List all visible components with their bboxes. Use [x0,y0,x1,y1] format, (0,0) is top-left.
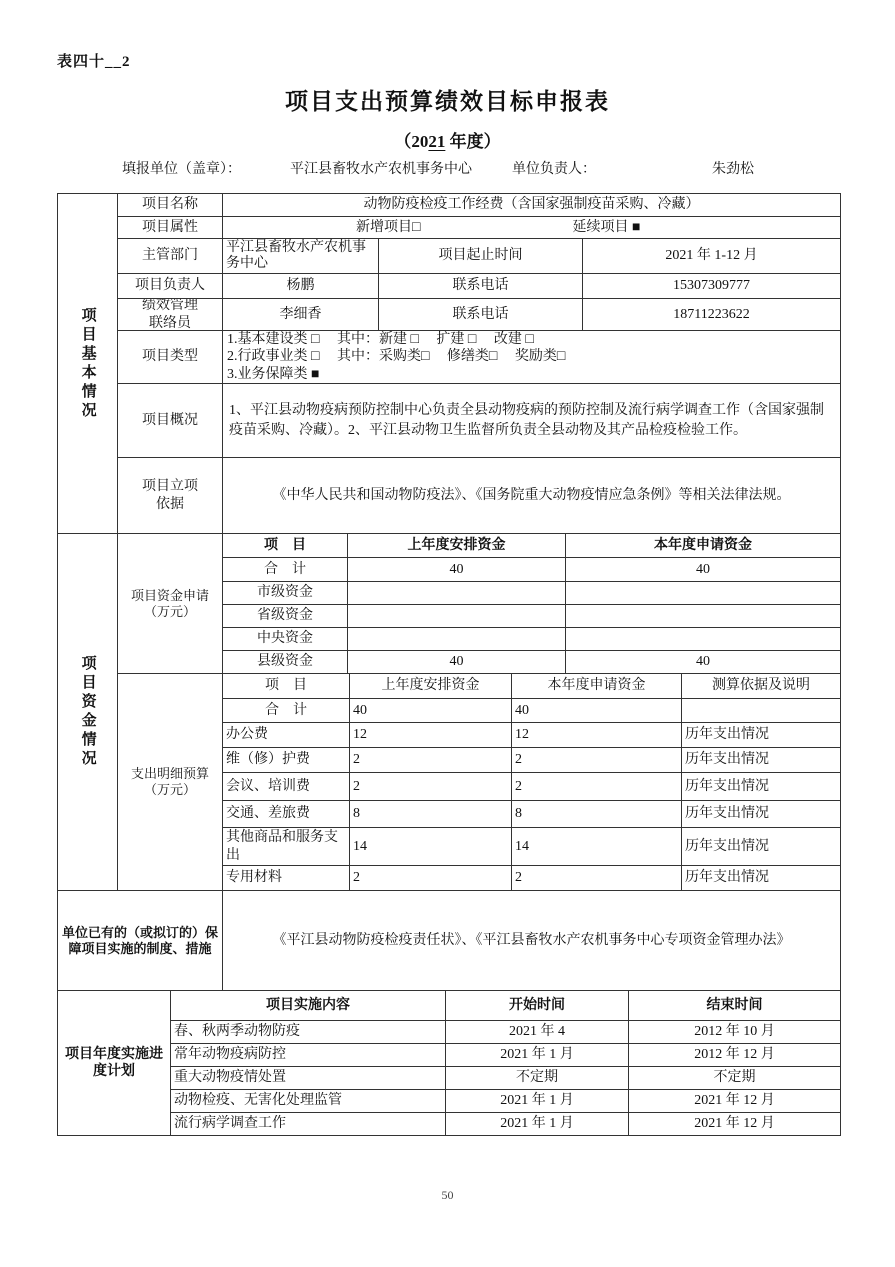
table-cell: 常年动物疫病防控 [171,1044,446,1067]
field-label: 项目负责人 [118,274,223,299]
field-value: 李细香 [223,299,379,331]
table-cell: 重大动物疫情处置 [171,1067,446,1090]
section-basic-label: 项目基本情况 [58,194,118,534]
table-cell: 春、秋两季动物防疫 [171,1021,446,1044]
table-cell: 历年支出情况 [682,866,841,891]
section-measures [58,891,841,991]
liaison-label: 绩效管理 联络员 [142,299,198,331]
table-row [118,274,841,299]
table-cell: 会议、培训费 [223,773,350,801]
field-value: 1、平江县动物疫病预防控制中心负责全县动物疫病的预防控制及流行病学调查工作（含国家强制疫苗采购、冷藏）。2、平江县动物卫生监督所负责全县动物及其产品检疫检验工作。 [223,384,841,458]
table-row [223,651,841,674]
table-row [223,828,841,866]
table-cell: 14 [350,828,512,866]
column-header: 上年度安排资金 [348,534,566,558]
table-row [118,239,841,274]
field-label: 项目起止时间 [379,239,583,274]
type-line-3: 3.业务保障类 ■ [227,366,320,382]
table-cell: 办公费 [223,723,350,748]
table-row [171,1044,841,1067]
table-row [223,628,841,651]
head-label: 单位负责人： [512,162,596,177]
attr-option-continue: 延续项目 ■ [572,219,641,235]
table-row [223,748,841,773]
table-cell: 12 [350,723,512,748]
table-cell: 2012 年 10 月 [629,1021,841,1044]
table-cell [348,628,566,651]
table-cell: 市级资金 [223,582,348,605]
table-cell [348,605,566,628]
funds-detail-block [118,674,841,891]
table-cell: 历年支出情况 [682,773,841,801]
table-cell: 中央资金 [223,628,348,651]
table-cell: 2021 年 4 [446,1021,629,1044]
table-cell: 流行病学调查工作 [171,1113,446,1136]
type-line-2: 2.行政事业类 □ 其中：采购类□ 修缮类□ 奖励类□ [227,349,566,365]
table-cell: 不定期 [629,1067,841,1090]
year-value: 21 [428,132,446,151]
table-cell [348,582,566,605]
table-row [118,194,841,217]
table-row [171,1067,841,1090]
attr-options [223,217,841,239]
table-header-row [171,991,841,1021]
table-cell: 40 [348,558,566,582]
table-cell [566,582,841,605]
column-header: 上年度安排资金 [350,674,512,699]
table-row [171,1113,841,1136]
table-cell: 2 [350,773,512,801]
table-cell: 2 [512,748,682,773]
table-cell: 2021 年 1 月 [446,1090,629,1113]
section-funds [58,534,841,891]
funds-apply-block [118,534,841,674]
table-row [223,699,841,723]
field-label: 联系电话 [379,274,583,299]
table-row [118,458,841,534]
table-cell: 2 [350,866,512,891]
column-header: 本年度申请资金 [566,534,841,558]
table-cell: 8 [350,801,512,828]
field-value: 动物防疫检疫工作经费（含国家强制疫苗采购、冷藏） [223,194,841,217]
table-row [223,723,841,748]
field-label: 项目概况 [118,384,223,458]
table-cell: 动物检疫、无害化处理监管 [171,1090,446,1113]
table-row [118,217,841,239]
table-header-row [223,674,841,699]
table-row [118,299,841,331]
field-label: 项目名称 [118,194,223,217]
unit-label: 填报单位（盖章）： [122,162,241,177]
year-prefix: （20 [394,132,429,151]
schedule-label: 项目年度实施进度计划 [58,991,171,1136]
column-header: 项目实施内容 [171,991,446,1021]
table-cell [566,628,841,651]
section-basic-info [58,194,841,534]
column-header: 测算依据及说明 [682,674,841,699]
table-cell: 合 计 [223,558,348,582]
unit-value: 平江县畜牧水产农机事务中心 [290,162,472,177]
table-cell: 40 [566,651,841,674]
section-funds-label: 项目资金情况 [58,534,118,891]
table-header-row [223,534,841,558]
table-cell: 12 [512,723,682,748]
table-cell: 合 计 [223,699,350,723]
basis-label: 项目立项 依据 [142,479,198,512]
field-value: 15307309777 [583,274,841,299]
table-cell: 维（修）护费 [223,748,350,773]
column-header: 结束时间 [629,991,841,1021]
table-cell: 8 [512,801,682,828]
table-cell: 历年支出情况 [682,828,841,866]
table-row [223,582,841,605]
table-cell: 14 [512,828,682,866]
column-header: 项 目 [223,534,348,558]
table-cell: 2021 年 12 月 [629,1113,841,1136]
year-suffix: 年度） [445,132,501,151]
page-title: 项目支出预算绩效目标申报表 [285,89,610,114]
table-cell: 历年支出情况 [682,723,841,748]
table-cell: 40 [566,558,841,582]
table-cell: 2021 年 1 月 [446,1044,629,1067]
field-value: 18711223622 [583,299,841,331]
table-cell: 2021 年 1 月 [446,1113,629,1136]
table-cell [566,605,841,628]
funds-apply-label: 项目资金申请（万元） [118,534,223,674]
type-line-1: 1.基本建设类 □ 其中：新建 □ 扩建 □ 改建 □ [227,331,534,347]
table-cell: 交通、差旅费 [223,801,350,828]
head-value: 朱劲松 [712,162,754,177]
table-row [223,801,841,828]
table-cell: 40 [348,651,566,674]
table-cell: 2021 年 12 月 [629,1090,841,1113]
field-label: 项目属性 [118,217,223,239]
attr-option-new: 新增项目□ [356,219,421,235]
column-header: 开始时间 [446,991,629,1021]
table-cell: 历年支出情况 [682,748,841,773]
table-cell: 2 [350,748,512,773]
table-cell: 县级资金 [223,651,348,674]
column-header: 项 目 [223,674,350,699]
section-schedule [58,991,841,1136]
table-cell: 40 [350,699,512,723]
measures-label: 单位已有的（或拟订的）保障项目实施的制度、措施 [58,891,223,991]
table-row [223,866,841,891]
funds-detail-label: 支出明细预算（万元） [118,674,223,891]
field-value: 《中华人民共和国动物防疫法》、《国务院重大动物疫情应急条例》等相关法律法规。 [223,458,841,534]
project-type-options [223,331,841,384]
form-code: 表四十__2 [57,54,131,70]
table-cell: 专用材料 [223,866,350,891]
page-number: 50 [441,1188,454,1202]
field-label: 主管部门 [118,239,223,274]
table-cell: 其他商品和服务支出 [223,828,350,866]
table-cell: 2 [512,866,682,891]
table-cell: 省级资金 [223,605,348,628]
table-cell [682,699,841,723]
table-row [171,1090,841,1113]
table-row [118,384,841,458]
form-table [57,193,841,1136]
table-cell: 不定期 [446,1067,629,1090]
table-row [223,605,841,628]
field-label: 项目类型 [118,331,223,384]
field-label: 联系电话 [379,299,583,331]
table-cell: 2012 年 12 月 [629,1044,841,1067]
table-row [171,1021,841,1044]
table-cell: 2 [512,773,682,801]
field-value: 杨鹏 [223,274,379,299]
table-row [223,558,841,582]
table-row [223,773,841,801]
column-header: 本年度申请资金 [512,674,682,699]
measures-value: 《平江县动物防疫检疫责任状》、《平江县畜牧水产农机事务中心专项资金管理办法》 [223,891,841,991]
year-line [0,127,895,152]
table-cell: 历年支出情况 [682,801,841,828]
table-cell: 40 [512,699,682,723]
field-label [118,458,223,534]
field-value: 平江县畜牧水产农机事务中心 [223,239,379,274]
field-label [118,299,223,331]
table-row [118,331,841,384]
field-value: 2021 年 1-12 月 [583,239,841,274]
